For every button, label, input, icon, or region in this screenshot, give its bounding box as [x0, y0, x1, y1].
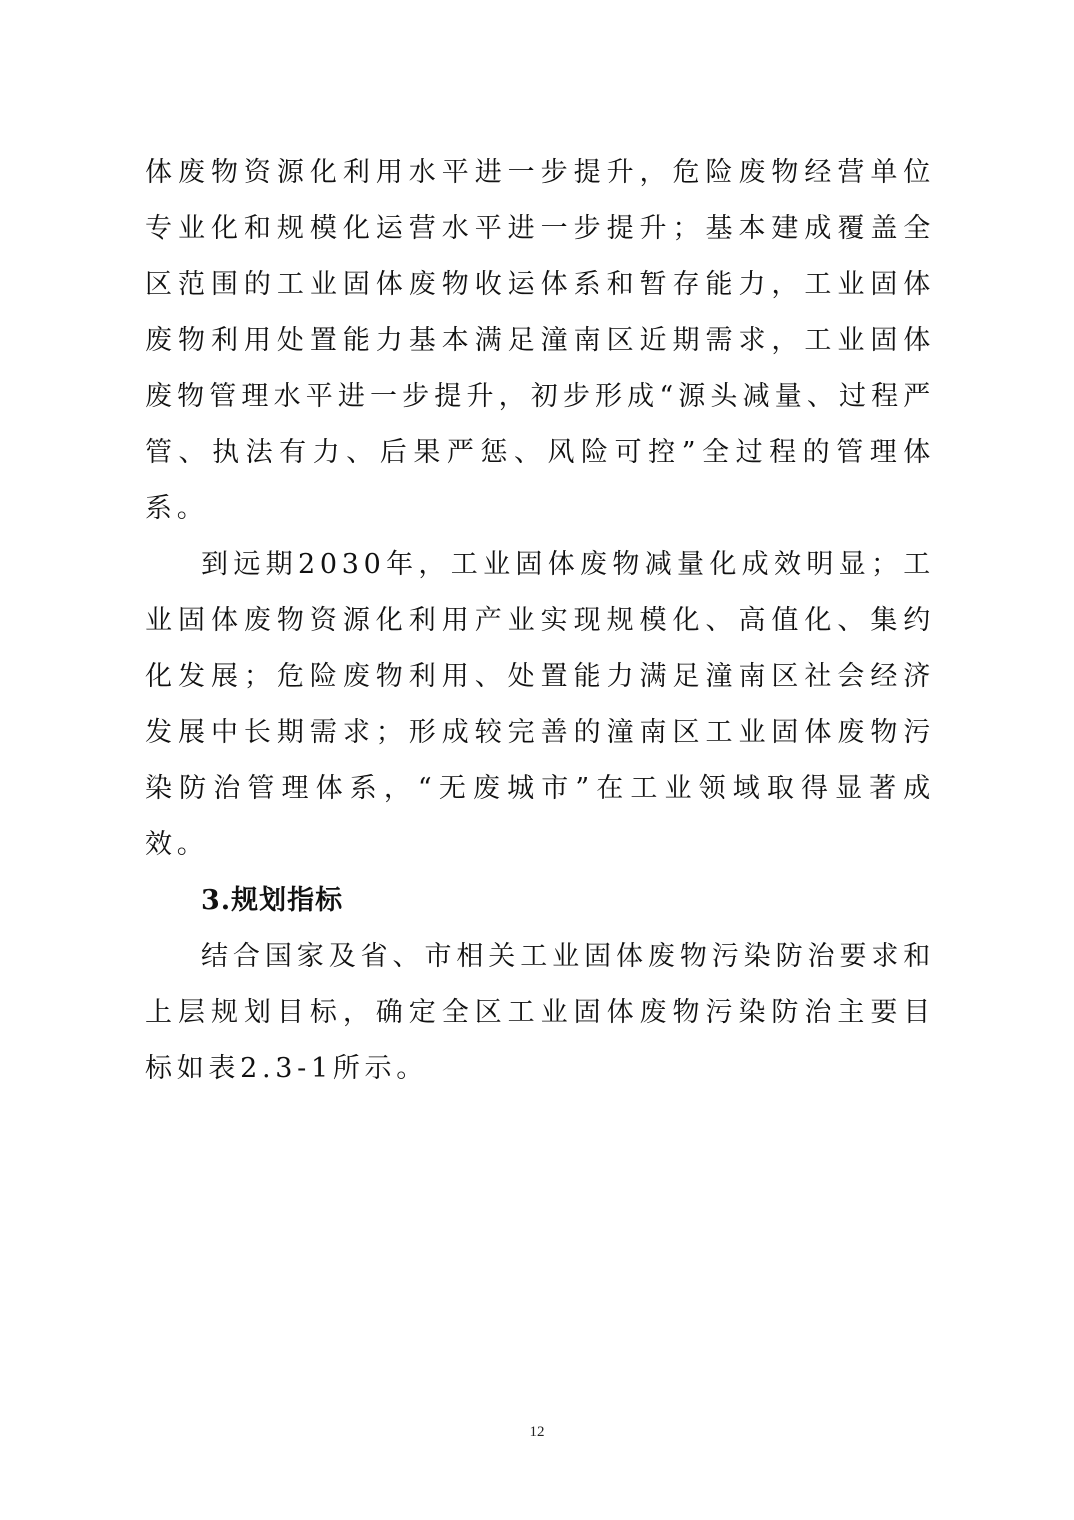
page-number: 12 [529, 1424, 545, 1440]
body-text [145, 145, 935, 1097]
paragraph-planning-indicators: 结合国家及省、市相关工业固体废物污染防治要求和上层规划目标，确定全区工业固体废物污染防治主要目标如表2.3-1所示。 [145, 941, 935, 1084]
paragraph-continuation: 体废物资源化利用水平进一步提升，危险废物经营单位专业化和规模化运营水平进一步提升；基本建成覆盖全区范围的工业固体废物收运体系和暂存能力，工业固体废物利用处置能力基本满足潼南区近期需求，工业固体废物管理水平进一步提升，初步形成“源头减量、过程严管、执法有力、后果严惩、风险可控”全过程的管理体系。 [145, 157, 935, 524]
paragraph-long-term-goals: 到远期2030年，工业固体废物减量化成效明显；工业固体废物资源化利用产业实现规模化、高值化、集约化发展；危险废物利用、处置能力满足潼南区社会经济发展中长期需求；形成较完善的潼南区工业固体废物污染防治管理体系，“无废城市”在工业领域取得显著成效。 [145, 549, 935, 860]
section-heading-planning-indicators: 3.规划指标 [201, 885, 344, 916]
